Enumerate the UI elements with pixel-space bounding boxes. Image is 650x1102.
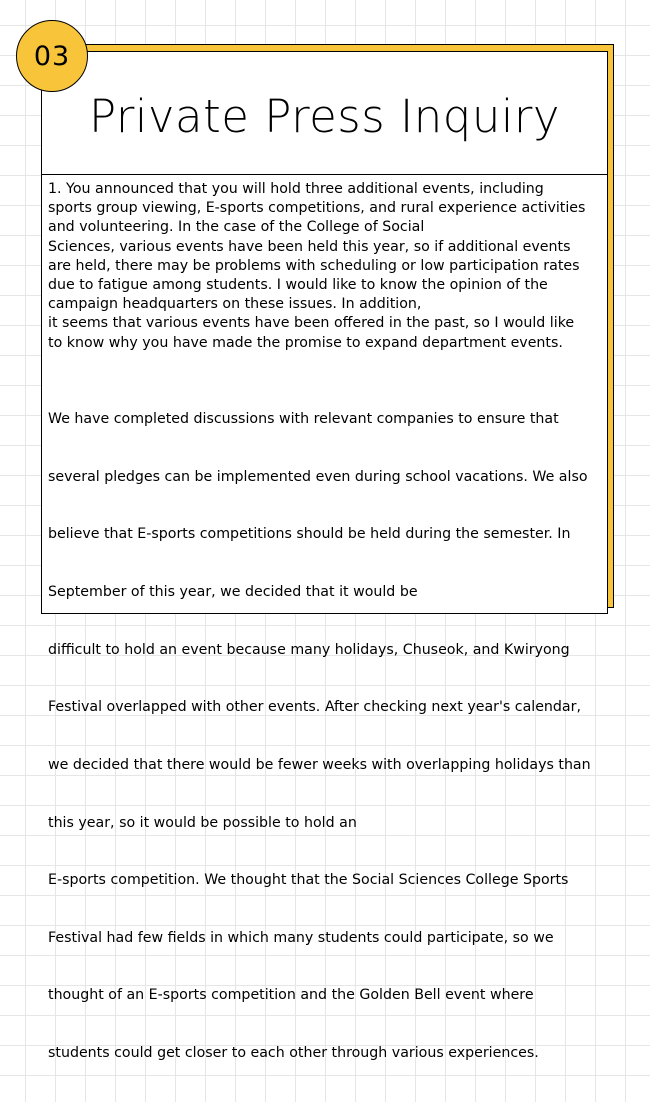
body-text: [48, 180, 608, 1102]
text-line: and volunteering. In the case of the College of Social: [48, 219, 425, 236]
page-title: Private Press Inquiry: [89, 89, 560, 143]
number-badge: [16, 20, 88, 92]
text-line: Festival had few fields in which many students could participate, so we: [48, 929, 554, 946]
text-line: to know why you have made the promise to expand department events.: [48, 334, 563, 351]
text-line: 1. You announced that you will hold three additional events, including: [48, 181, 544, 197]
text-line: believe that E-sports competitions should be held during the semester. In: [48, 526, 571, 543]
title-area: [42, 52, 607, 175]
badge-number: 03: [33, 40, 71, 72]
text-line: difficult to hold an event because many holidays, Chuseok, and Kwiryong: [48, 641, 570, 658]
text-line: campaign headquarters on these issues. In addition,: [48, 296, 422, 313]
text-line: September of this year, we decided that it would be: [48, 584, 418, 601]
text-line: are held, there may be problems with scheduling or low participation rates: [48, 257, 580, 274]
paragraph-gap: [48, 353, 608, 372]
text-line: Festival overlapped with other events. After checking next year's calendar,: [48, 699, 581, 716]
question-paragraph: [48, 180, 608, 353]
text-line: E-sports competition. We thought that the Social Sciences College Sports: [48, 872, 569, 889]
text-line: this year, so it would be possible to hold an: [48, 814, 357, 831]
inquiry-card: [41, 51, 608, 1061]
text-line: thought of an E-sports competition and the Golden Bell event where: [48, 987, 534, 1004]
text-line: it seems that various events have been offered in the past, so I would like: [48, 315, 575, 332]
text-line: we decided that there would be fewer weeks with overlapping holidays than: [48, 756, 591, 773]
text-line: sports group viewing, E-sports competitions, and rural experience activities: [48, 200, 586, 217]
answer-paragraph: [48, 372, 608, 1102]
text-line: several pledges can be implemented even during school vacations. We also: [48, 468, 588, 485]
text-line: We have completed discussions with relevant companies to ensure that: [48, 411, 559, 428]
text-line: Sciences, various events have been held this year, so if additional events: [48, 238, 571, 255]
text-line: due to fatigue among students. I would like to know the opinion of the: [48, 277, 548, 294]
text-line: students could get closer to each other through various experiences.: [48, 1044, 539, 1061]
